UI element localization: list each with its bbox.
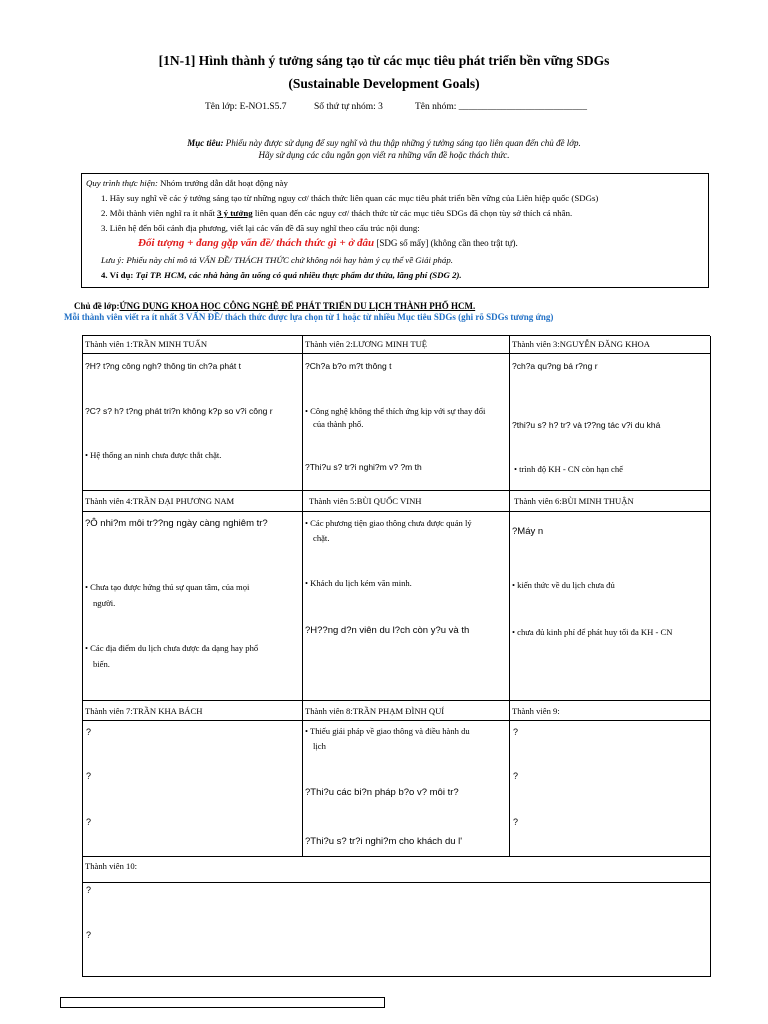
example-label: 4. Ví dụ: [101,270,136,280]
procedure-example [101,270,462,280]
goal-text: Phiếu này được sử dụng để suy nghĩ và thu thập những ý tưởng sáng tạo liên quan đến chủ đề lớp. [223,138,581,148]
member-7-idea-1: ? [86,727,92,737]
procedure-intro-text: Nhóm trưởng dẫn dắt hoạt động này [157,178,288,188]
member-2-header [303,336,510,354]
member-1-idea-1: ?H? t?ng công ngh? thông tin ch?a phát t [85,361,241,371]
member-7-idea-2: ? [86,771,92,781]
procedure-intro [86,178,288,188]
member-2-name: Thành viên 2:LƯƠNG MINH TUỆ [305,339,428,349]
member-2-idea-2-cont: của thành phố. [313,419,364,429]
member-7-name: Thành viên 7:TRẦN KHA BÁCH [85,706,203,716]
procedure-label: Quy trình thực hiện: [86,178,158,188]
member-8-idea-1: • Thiếu giải pháp về giao thông và điều hành du [305,726,470,736]
member-5-name: Thành viên 5:BÙI QUỐC VINH [309,496,422,506]
member-3-header [510,336,711,354]
page-title: [1N-1] Hình thành ý tưởng sáng tạo từ các mục tiêu phát triển bền vững SDGs [158,53,610,68]
procedure-step-1: 1. Hãy suy nghĩ về các ý tưởng sáng tạo từ những nguy cơ/ thách thức liên quan các mục tiêu phát triển bền vững của Liên hiệp quốc (SDGs) [101,193,599,203]
member-7-idea-3: ? [86,817,92,827]
member-1-idea-2: ?C? s? h? t?ng phát tri?n không k?p so v?i công r [85,406,273,416]
group-number-field: Số thứ tự nhóm: 3 [314,102,383,112]
member-9-idea-2: ? [513,771,519,781]
member-9-idea-3: ? [513,817,519,827]
member-5-ideas [303,512,510,701]
member-9-idea-1: ? [513,727,519,737]
goal-label: Mục tiêu: [187,138,224,148]
member-4-idea-2-cont: người. [93,598,116,608]
procedure-box [81,173,709,288]
member-6-idea-3: • chưa đủ kinh phí để phát huy tối đa KH - CN [512,627,673,637]
note-text: Phiếu này chỉ mô tả VẤN ĐỀ/ THÁCH THỨC chứ không nói hay hàm ý cụ thể về Giải pháp. [124,255,453,265]
note-label: Lưu ý: [101,255,125,265]
goal-line-2: Hãy sử dụng các câu ngắn gọn viết ra những vấn đề hoặc thách thức. [258,150,510,160]
member-2-ideas [303,354,510,491]
members-table [82,335,710,977]
member-10-idea-1: ? [86,885,92,895]
member-5-idea-1-cont: chặt. [313,533,330,543]
member-4-idea-3-cont: biến. [93,659,110,669]
class-name-field: Tên lớp: E-NO1.S5.7 [205,102,287,112]
member-6-header [510,491,711,512]
procedure-note [101,255,453,265]
member-1-header [83,336,303,354]
subject-instruction: Mỗi thành viên viết ra ít nhất 3 VẤN ĐỀ/ thách thức được lựa chọn từ 1 hoặc từ nhiều Mục tiêu SDGs (ghi rõ SDGs tương ứng) [64,312,554,322]
member-7-ideas [83,721,303,857]
member-8-idea-3: ?Thi?u s? tr?i nghi?m cho khách du l' [305,836,463,847]
member-3-idea-1: ?ch?a qu?ng bá r?ng r [512,361,598,371]
member-10-ideas [83,883,711,977]
member-4-header [83,491,303,512]
member-4-ideas [83,512,303,701]
member-3-idea-3: • trình độ KH - CN còn hạn chế [514,464,623,474]
member-4-name: Thành viên 4:TRẦN ĐẠI PHƯƠNG NAM [85,496,235,506]
formula-rest: [SDG số mấy] (không cần theo trật tự). [374,238,518,248]
member-8-idea-1-cont: lịch [313,741,326,751]
member-6-idea-1: ?Máy n [512,526,544,537]
member-3-ideas [510,354,711,491]
member-2-idea-2: • Công nghệ không thể thích ứng kịp với sự thay đổi [305,406,486,416]
member-10-idea-2: ? [86,930,92,940]
member-5-header [303,491,510,512]
step-2-emphasis: 3 ý tưởng [217,208,253,218]
member-6-name: Thành viên 6:BÙI MINH THUẬN [514,496,634,506]
procedure-step-2 [101,208,572,218]
member-2-idea-1: ?Ch?a b?o m?t thông t [305,361,392,371]
procedure-formula [138,237,518,249]
member-8-ideas [303,721,510,857]
member-6-ideas [510,512,711,701]
member-10-name: Thành viên 10: [85,861,138,871]
step-2-text-b: liên quan đến các nguy cơ/ thách thức từ các mục tiêu SDGs đã chọn tùy sở thích cá nhân. [252,208,573,218]
member-1-ideas [83,354,303,491]
member-4-idea-3: • Các địa điểm du lịch chưa được đa dạng hay phổ [85,643,259,653]
member-9-name: Thành viên 9: [512,706,560,716]
member-3-name: Thành viên 3:NGUYỄN ĐĂNG KHOA [512,339,650,349]
member-5-idea-3: ?H??ng d?n viên du l?ch còn y?u và th [305,625,470,636]
member-8-name: Thành viên 8:TRẦN PHẠM ĐÌNH QUÍ [305,706,445,716]
group-name-field: Tên nhóm: ___________________________ [415,102,588,112]
member-8-header [303,701,510,721]
step-2-text-a: 2. Mỗi thành viên nghĩ ra ít nhất [101,208,218,218]
member-4-idea-2: • Chưa tạo được hứng thú sự quan tâm, của mọi [85,582,250,592]
member-9-ideas [510,721,711,857]
procedure-step-3: 3. Liên hệ đến bối cảnh địa phương, viết lại các vấn đề đã suy nghĩ theo cấu trúc nội dung: [101,223,420,233]
subject-text: ỨNG DỤNG KHOA HỌC CÔNG NGHỆ ĐỂ PHÁT TRIỂN DU LỊCH THÀNH PHỐ HCM. [119,301,476,311]
member-1-name: Thành viên 1:TRẦN MINH TUẤN [85,339,208,349]
member-6-idea-2: • kiến thức về du lịch chưa đủ [512,580,615,590]
subject-label: Chủ đề lớp: [74,301,120,311]
member-10-header [83,857,711,883]
member-5-idea-2: • Khách du lịch kém văn minh. [305,578,412,588]
member-7-header [83,701,303,721]
goal-line-1 [0,138,768,148]
example-text: Tại TP. HCM, các nhà hàng ăn uống có quá nhiều thực phẩm dư thừa, lãng phí (SDG 2). [135,270,462,280]
page-subtitle: (Sustainable Development Goals) [288,76,480,91]
member-1-idea-3: • Hệ thống an ninh chưa được thắt chặt. [85,450,222,460]
formula-structure: Đối tượng + đang gặp vấn đề/ thách thức gì + ở đâu [138,237,375,249]
member-5-idea-1: • Các phương tiện giao thông chưa được quản lý [305,518,472,528]
footer-box [60,997,385,1008]
member-3-idea-2: ?thi?u s? h? tr? và t??ng tác v?i du khá [512,420,661,430]
member-9-header [510,701,711,721]
member-8-idea-2: ?Thi?u các bi?n pháp b?o v? môi tr? [305,787,459,798]
member-4-idea-1: ?Ô nhi?m môi tr??ng ngày càng nghiêm tr? [85,518,268,529]
class-subject [74,301,475,311]
member-2-idea-3: ?Thi?u s? tr?i nghi?m v? ?m th [305,462,422,472]
